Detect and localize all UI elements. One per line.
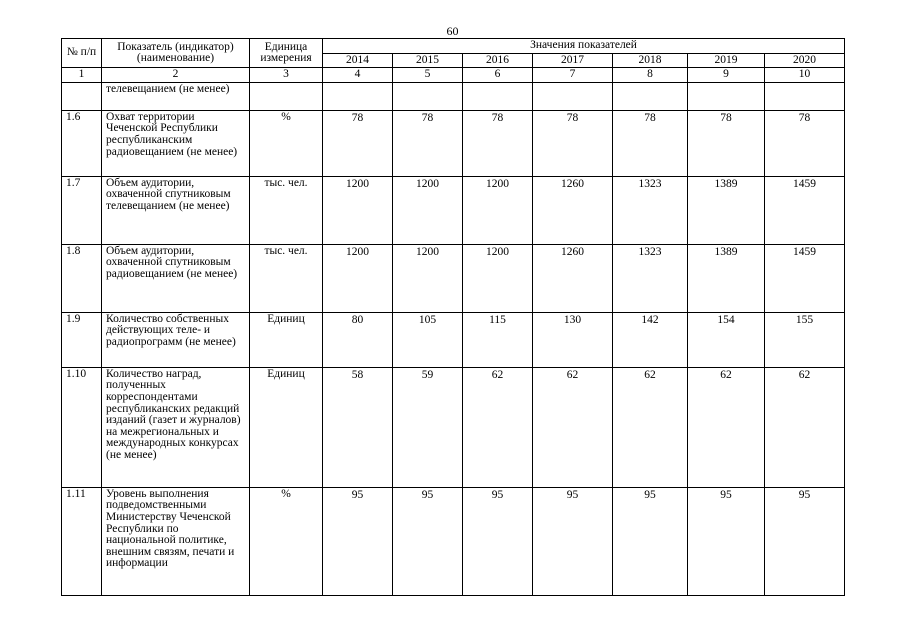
header-values: Значения показателей <box>323 39 845 54</box>
row-indicator-name: Количество собственных действующих теле- и радиопрограмм (не менее) <box>102 312 250 367</box>
row-value: 59 <box>393 367 463 487</box>
row-value: 142 <box>613 312 688 367</box>
row-value: 1389 <box>688 244 765 312</box>
row-unit <box>250 82 323 110</box>
row-indicator-name: Количество наград, полученных корреспондентами республиканских редакций изданий (газет и журналов) на межрегиональных и международных конкурсах (не менее) <box>102 367 250 487</box>
column-number: 1 <box>62 68 102 83</box>
row-value <box>688 82 765 110</box>
row-indicator-name: Объем аудитории, охваченной спутниковым телевещанием (не менее) <box>102 176 250 244</box>
row-value: 78 <box>613 110 688 176</box>
row-indicator-name: Уровень выполнения подведомственными Министерству Чеченской Республики по национальной политике, внешним связям, печати и информации <box>102 487 250 595</box>
row-value: 95 <box>323 487 393 595</box>
column-number: 3 <box>250 68 323 83</box>
row-value <box>765 82 845 110</box>
column-number: 6 <box>463 68 533 83</box>
header-year: 2015 <box>393 53 463 68</box>
column-number-row <box>62 68 845 83</box>
row-unit: Единиц <box>250 312 323 367</box>
row-value: 1260 <box>533 244 613 312</box>
header-unit: Единица измерения <box>250 39 323 68</box>
row-value: 95 <box>393 487 463 595</box>
column-number: 8 <box>613 68 688 83</box>
table-row <box>62 176 845 244</box>
row-indicator-name: Охват территории Чеченской Республики республиканским радиовещанием (не менее) <box>102 110 250 176</box>
table-row <box>62 312 845 367</box>
row-value <box>613 82 688 110</box>
table-row <box>62 110 845 176</box>
row-unit: % <box>250 487 323 595</box>
row-value: 78 <box>688 110 765 176</box>
header-year: 2016 <box>463 53 533 68</box>
row-value: 1260 <box>533 176 613 244</box>
row-value: 80 <box>323 312 393 367</box>
column-number: 9 <box>688 68 765 83</box>
header-year: 2017 <box>533 53 613 68</box>
row-value: 78 <box>765 110 845 176</box>
row-value: 62 <box>688 367 765 487</box>
row-value: 1200 <box>393 176 463 244</box>
table-row-continuation <box>62 82 845 110</box>
column-number: 10 <box>765 68 845 83</box>
column-number: 4 <box>323 68 393 83</box>
row-value: 1200 <box>463 176 533 244</box>
row-number: 1.10 <box>62 367 102 487</box>
header-indicator: Показатель (индикатор) (наименование) <box>102 39 250 68</box>
row-value: 62 <box>463 367 533 487</box>
row-value <box>323 82 393 110</box>
row-value: 1389 <box>688 176 765 244</box>
row-value: 95 <box>533 487 613 595</box>
table-row <box>62 367 845 487</box>
row-value: 78 <box>323 110 393 176</box>
row-value: 78 <box>533 110 613 176</box>
row-number: 1.8 <box>62 244 102 312</box>
row-number: 1.9 <box>62 312 102 367</box>
table-row <box>62 487 845 595</box>
row-value <box>393 82 463 110</box>
row-value: 115 <box>463 312 533 367</box>
table-header <box>62 39 845 83</box>
header-year: 2018 <box>613 53 688 68</box>
row-value: 1323 <box>613 176 688 244</box>
row-value: 1200 <box>323 176 393 244</box>
row-value: 155 <box>765 312 845 367</box>
row-value: 62 <box>765 367 845 487</box>
column-number: 2 <box>102 68 250 83</box>
header-year: 2019 <box>688 53 765 68</box>
row-value: 62 <box>613 367 688 487</box>
row-value <box>533 82 613 110</box>
row-value: 58 <box>323 367 393 487</box>
row-value <box>463 82 533 110</box>
row-value: 95 <box>613 487 688 595</box>
indicators-table <box>61 38 845 596</box>
column-number: 5 <box>393 68 463 83</box>
row-number: 1.11 <box>62 487 102 595</box>
row-unit: тыс. чел. <box>250 176 323 244</box>
row-value: 78 <box>393 110 463 176</box>
row-value: 1200 <box>393 244 463 312</box>
row-number <box>62 82 102 110</box>
row-unit: Единиц <box>250 367 323 487</box>
row-value: 154 <box>688 312 765 367</box>
row-value: 1323 <box>613 244 688 312</box>
row-indicator-name: телевещанием (не менее) <box>102 82 250 110</box>
row-value: 78 <box>463 110 533 176</box>
row-value: 62 <box>533 367 613 487</box>
row-value: 1200 <box>463 244 533 312</box>
row-number: 1.6 <box>62 110 102 176</box>
table-row <box>62 244 845 312</box>
page-number: 60 <box>446 24 459 38</box>
row-value: 1459 <box>765 244 845 312</box>
row-number: 1.7 <box>62 176 102 244</box>
row-unit: % <box>250 110 323 176</box>
row-value: 105 <box>393 312 463 367</box>
row-value: 95 <box>463 487 533 595</box>
row-value: 95 <box>765 487 845 595</box>
row-value: 95 <box>688 487 765 595</box>
row-value: 1200 <box>323 244 393 312</box>
row-indicator-name: Объем аудитории, охваченной спутниковым радиовещанием (не менее) <box>102 244 250 312</box>
header-no: № п/п <box>62 39 102 68</box>
column-number: 7 <box>533 68 613 83</box>
row-value: 1459 <box>765 176 845 244</box>
table-body <box>62 82 845 595</box>
row-value: 130 <box>533 312 613 367</box>
header-year: 2014 <box>323 53 393 68</box>
header-year: 2020 <box>765 53 845 68</box>
row-unit: тыс. чел. <box>250 244 323 312</box>
